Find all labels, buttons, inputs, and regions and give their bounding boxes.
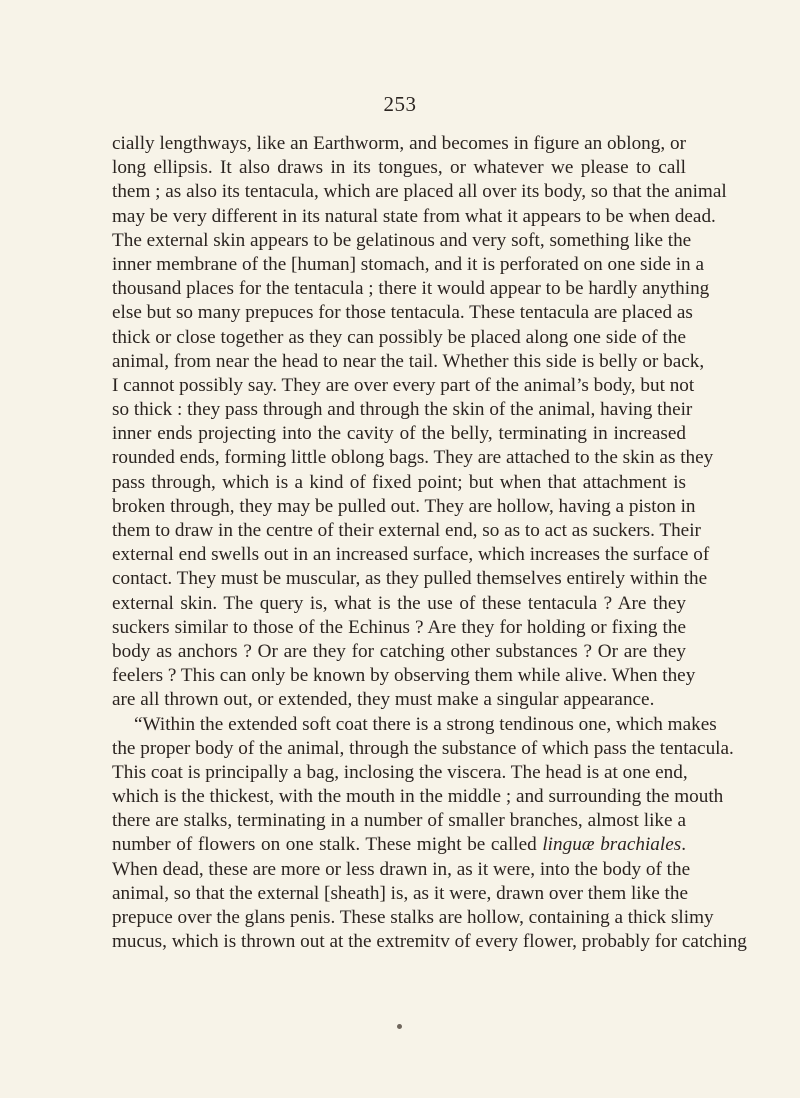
text-line: else but so many prepuces for those tentacula. These tentacula are placed as	[112, 302, 693, 324]
text-line: so thick : they pass through and through the skin of the animal, having their	[112, 399, 693, 421]
text-line: animal, from near the head to near the tail. Whether this side is belly or back,	[112, 350, 705, 372]
text-line: external skin. The query is, what is the use of these tentacula ? Are they	[112, 592, 686, 614]
page-number: 253	[383, 92, 417, 116]
text-line: feelers ? This can only be known by observing them while alive. When they	[112, 665, 696, 687]
text-line: contact. They must be muscular, as they pulled themselves entirely within the	[112, 568, 708, 590]
text-line: body as anchors ? Or are they for catching other substances ? Or are they	[112, 640, 686, 662]
text-line: there are stalks, terminating in a number of smaller branches, almost like a	[112, 810, 686, 832]
text-line: them ; as also its tentacula, which are placed all over its body, so that the animal	[112, 181, 727, 203]
text-line: suckers similar to those of the Echinus ? Are they for holding or fixing the	[112, 616, 686, 638]
paragraph-start-line: “Within the extended soft coat there is a strong tendinous one, which makes	[134, 713, 717, 735]
text-line: rounded ends, forming little oblong bags. They are attached to the skin as they	[112, 447, 714, 469]
text-line: mucus, which is thrown out at the extremitv of every flower, probably for catching	[112, 931, 747, 953]
text-line: broken through, they may be pulled out. They are hollow, having a piston in	[112, 495, 696, 517]
text-line: inner membrane of the [human] stomach, and it is perforated on one side in a	[112, 253, 704, 275]
italic-term: linguæ brachiales	[542, 834, 682, 856]
text-line: thick or close together as they can possibly be placed along one side of the	[112, 326, 686, 348]
text-line: When dead, these are more or less drawn in, as it were, into the body of the	[112, 858, 691, 880]
text-line-start: number of flowers on one stalk. These might be called	[112, 834, 543, 856]
text-line: This coat is principally a bag, inclosing the viscera. The head is at one end,	[112, 761, 688, 783]
text-line: the proper body of the animal, through the substance of which pass the tentacula.	[112, 737, 734, 759]
text-line: long ellipsis. It also draws in its tongues, or whatever we please to call	[112, 157, 686, 179]
text-line: thousand places for the tentacula ; there it would appear to be hardly anything	[112, 278, 710, 300]
body-text	[112, 132, 747, 954]
text-line: cially lengthways, like an Earthworm, and becomes in figure an oblong, or	[112, 133, 686, 154]
text-line: them to draw in the centre of their external end, so as to act as suckers. Their	[112, 520, 701, 541]
text-line: The external skin appears to be gelatinous and very soft, something like the	[112, 229, 692, 251]
italic-term-punctuation: .	[681, 834, 686, 856]
text-line: inner ends projecting into the cavity of the belly, terminating in increased	[112, 423, 686, 445]
printer-mark-dot	[397, 1024, 402, 1029]
text-line: I cannot possibly say. They are over every part of the animal’s body, but not	[112, 374, 695, 396]
text-line-with-italic	[112, 833, 686, 857]
text-line: pass through, which is a kind of fixed point; but when that attachment is	[112, 471, 686, 493]
text-line: animal, so that the external [sheath] is, as it were, drawn over them like the	[112, 882, 688, 904]
text-line: may be very different in its natural state from what it appears to be when dead.	[112, 205, 716, 227]
text-line: external end swells out in an increased surface, which increases the surface of	[112, 544, 710, 566]
paragraph-end-line: are all thrown out, or extended, they must make a singular appearance.	[112, 689, 655, 711]
text-line: which is the thickest, with the mouth in the middle ; and surrounding the mouth	[112, 786, 724, 808]
text-line: prepuce over the glans penis. These stalks are hollow, containing a thick slimy	[112, 907, 714, 928]
